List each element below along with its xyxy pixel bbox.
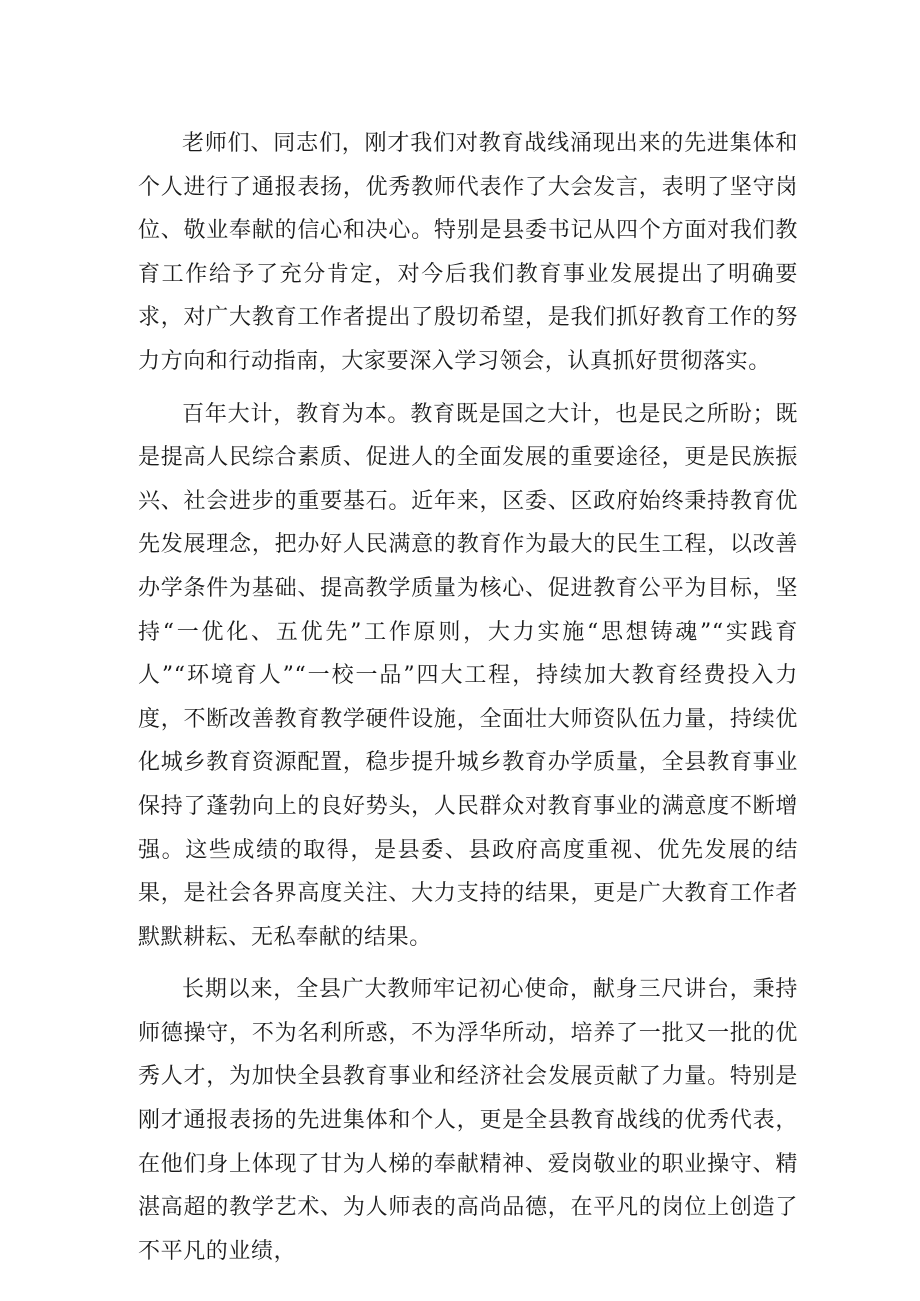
document-body — [138, 122, 798, 1273]
paragraph-1: 老师们、同志们，刚才我们对教育战线涌现出来的先进集体和个人进行了通报表扬，优秀教师代表作了大会发言，表明了坚守岗位、敬业奉献的信心和决心。特别是县委书记从四个方面对我们教育工作给予了充分肯定，对今后我们教育事业发展提出了明确要求，对广大教育工作者提出了殷切希望，是我们抓好教育工作的努力方向和行动指南，大家要深入学习领会，认真抓好贯彻落实。 — [138, 131, 798, 374]
paragraph-3: 长期以来，全县广大教师牢记初心使命，献身三尺讲台，秉持师德操守，不为名利所惑，不为浮华所动，培养了一批又一批的优秀人才，为加快全县教育事业和经济社会发展贡献了力量。特别是刚才通报表扬的先进集体和个人，更是全县教育战线的优秀代表，在他们身上体现了甘为人梯的奉献精神、爱岗敬业的职业操守、精湛高超的教学艺术、为人师表的高尚品德，在平凡的岗位上创造了不平凡的业绩， — [138, 977, 798, 1264]
paragraph-2: 百年大计，教育为本。教育既是国之大计，也是民之所盼；既是提高人民综合素质、促进人的全面发展的重要途径，更是民族振兴、社会进步的重要基石。近年来，区委、区政府始终秉持教育优先发展理念，把办好人民满意的教育作为最大的民生工程，以改善办学条件为基础、提高教学质量为核心、促进教育公平为目标，坚持“一优化、五优先”工作原则，大力实施“思想铸魂”“实践育人”“环境育人”“一校一品”四大工程，持续加大教育经费投入力度，不断改善教育教学硬件设施，全面壮大师资队伍力量，持续优化城乡教育资源配置，稳步提升城乡教育办学质量，全县教育事业保持了蓬勃向上的良好势头，人民群众对教育事业的满意度不断增强。这些成绩的取得，是县委、县政府高度重视、优先发展的结果，是社会各界高度关注、大力支持的结果，更是广大教育工作者默默耕耘、无私奉献的结果。 — [138, 401, 798, 950]
